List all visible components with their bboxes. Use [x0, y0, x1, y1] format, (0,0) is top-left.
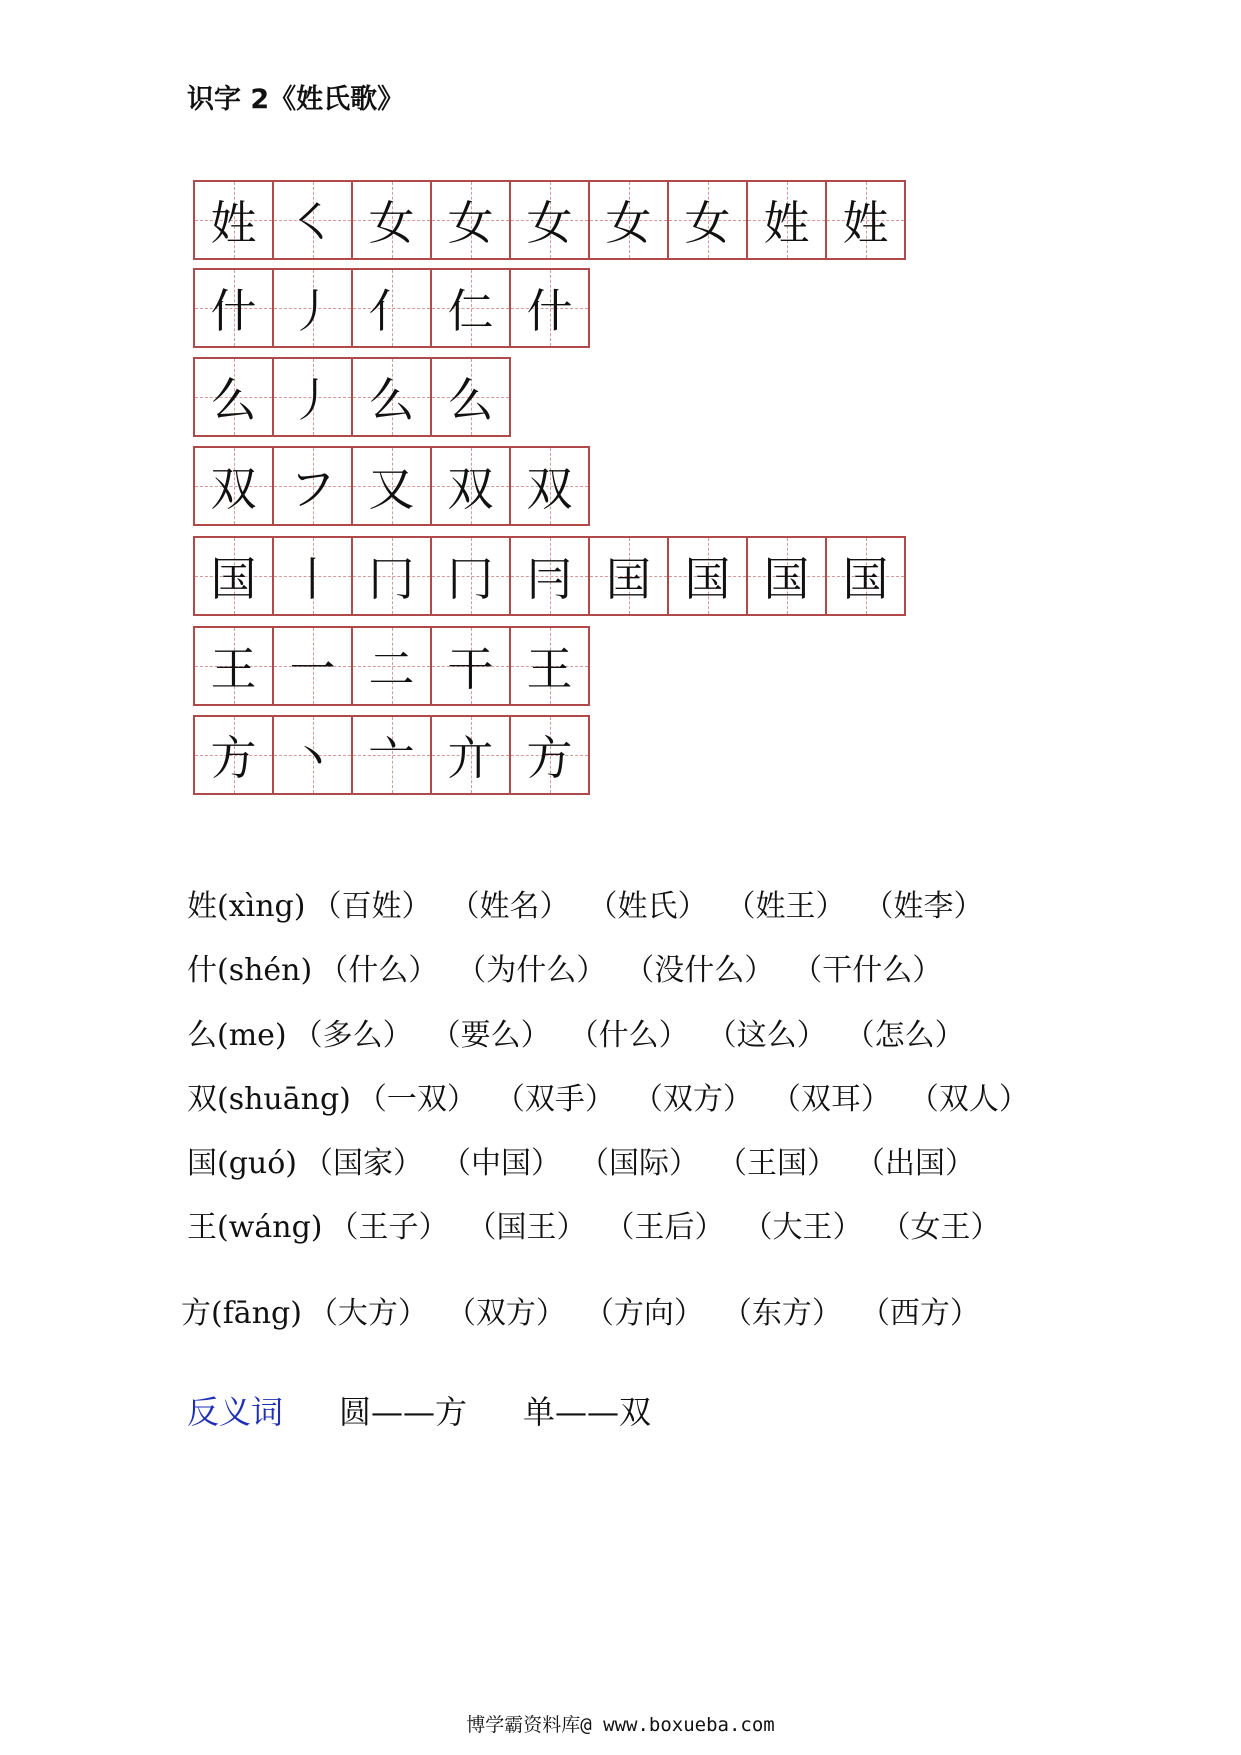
compound-word: （百姓） [311, 889, 432, 924]
compound-word: （什么） [568, 1018, 689, 1053]
stroke-row-7 [193, 715, 590, 795]
compound-word: （女王） [880, 1210, 1001, 1245]
compound-word: （王子） [328, 1210, 449, 1245]
stroke-row-6 [193, 626, 590, 706]
stroke-cell [195, 446, 274, 526]
stroke-glyph: 女 [368, 196, 415, 250]
word-line [187, 1206, 1019, 1250]
pinyin: (shén) [217, 953, 313, 988]
compound-word: （国王） [466, 1210, 587, 1245]
stroke-glyph: 方 [526, 731, 573, 785]
stroke-cell [432, 446, 511, 526]
compound-word: （双人） [908, 1082, 1029, 1117]
compound-word: （没什么） [624, 953, 775, 988]
stroke-cell [669, 180, 748, 260]
stroke-glyph: 女 [684, 196, 731, 250]
stroke-glyph: 二 [368, 642, 415, 696]
stroke-cell [432, 180, 511, 260]
compound-word: （方向） [583, 1296, 704, 1331]
compound-word: （大王） [742, 1210, 863, 1245]
stroke-cell [195, 626, 274, 706]
compound-word: （双手） [494, 1082, 615, 1117]
stroke-cell [353, 268, 432, 348]
word-line [187, 949, 960, 993]
stroke-cell [432, 357, 511, 437]
stroke-glyph: 双 [526, 462, 573, 516]
head-character: 国 [187, 1146, 217, 1181]
stroke-cell [432, 715, 511, 795]
stroke-glyph: 国 [842, 552, 889, 606]
compound-word: （这么） [706, 1018, 827, 1053]
stroke-glyph: 国 [210, 552, 257, 606]
stroke-glyph: 女 [447, 196, 494, 250]
pinyin: (xìng) [217, 889, 306, 924]
stroke-cell [827, 180, 906, 260]
word-line [187, 1014, 983, 1058]
stroke-glyph: 冂 [447, 552, 494, 606]
stroke-row-5 [193, 536, 906, 616]
stroke-glyph: 仁 [447, 284, 494, 338]
stroke-glyph: 亣 [447, 731, 494, 785]
pinyin: (shuāng) [217, 1082, 351, 1117]
stroke-cell [827, 536, 906, 616]
antonym-pair: 单——双 [523, 1393, 652, 1431]
stroke-cell [274, 268, 353, 348]
stroke-glyph: 王 [210, 642, 257, 696]
compound-word: （王国） [717, 1146, 837, 1181]
stroke-glyph: ㇛ [289, 196, 336, 250]
stroke-cell [274, 357, 353, 437]
head-character: 姓 [187, 889, 217, 924]
stroke-glyph: 亠 [368, 731, 415, 785]
pinyin: (fāng) [211, 1296, 302, 1331]
stroke-glyph: 丿 [289, 284, 336, 338]
stroke-glyph: 姓 [210, 196, 257, 250]
stroke-glyph: 么 [368, 373, 415, 427]
compound-word: （姓李） [863, 889, 984, 924]
stroke-cell [511, 715, 590, 795]
head-character: 么 [187, 1018, 217, 1053]
pinyin: (guó) [217, 1146, 297, 1181]
stroke-cell [195, 180, 274, 260]
stroke-cell [353, 357, 432, 437]
stroke-cell [195, 715, 274, 795]
stroke-glyph: 丶 [289, 731, 336, 785]
stroke-glyph: 方 [210, 731, 257, 785]
stroke-glyph: 干 [447, 642, 494, 696]
compound-word: （什么） [318, 953, 439, 988]
stroke-glyph: フ [289, 462, 336, 516]
stroke-cell [353, 180, 432, 260]
stroke-cell [590, 180, 669, 260]
stroke-row-2 [193, 268, 590, 348]
stroke-cell [274, 446, 353, 526]
stroke-glyph: 冂 [368, 552, 415, 606]
compound-word: （中国） [441, 1146, 561, 1181]
compound-word: （双耳） [770, 1082, 891, 1117]
stroke-cell [432, 268, 511, 348]
compound-word: （姓氏） [587, 889, 708, 924]
stroke-cell [353, 446, 432, 526]
page-title: 识字 2《姓氏歌》 [187, 84, 405, 115]
compound-word: （双方） [445, 1296, 566, 1331]
compound-word: （姓王） [725, 889, 846, 924]
stroke-glyph: 王 [526, 642, 573, 696]
word-line [187, 1142, 993, 1186]
word-line [181, 1292, 998, 1336]
stroke-glyph: 姓 [842, 196, 889, 250]
stroke-glyph: 国 [684, 552, 731, 606]
head-character: 方 [181, 1296, 211, 1331]
stroke-cell [511, 626, 590, 706]
stroke-glyph: 国 [763, 552, 810, 606]
compound-word: （为什么） [456, 953, 607, 988]
stroke-glyph: 亻 [368, 284, 415, 338]
stroke-cell [669, 536, 748, 616]
stroke-glyph: 冃 [526, 552, 573, 606]
compound-word: （要么） [430, 1018, 551, 1053]
compound-word: （干什么） [792, 953, 943, 988]
compound-word: （多么） [292, 1018, 413, 1053]
compound-word: （一双） [356, 1082, 477, 1117]
stroke-glyph: 女 [526, 196, 573, 250]
head-character: 王 [187, 1210, 217, 1245]
stroke-glyph: 么 [447, 373, 494, 427]
head-character: 什 [187, 953, 217, 988]
stroke-cell [511, 268, 590, 348]
stroke-cell [432, 536, 511, 616]
compound-word: （王后） [604, 1210, 725, 1245]
stroke-cell [511, 536, 590, 616]
stroke-glyph: 什 [526, 284, 573, 338]
compound-word: （大方） [307, 1296, 428, 1331]
stroke-cell [432, 626, 511, 706]
stroke-cell [195, 268, 274, 348]
stroke-cell [748, 180, 827, 260]
stroke-cell [353, 715, 432, 795]
stroke-cell [353, 536, 432, 616]
stroke-glyph: 丿 [289, 373, 336, 427]
stroke-row-1 [193, 180, 906, 260]
stroke-glyph: 么 [210, 373, 257, 427]
antonym-pair: 圆——方 [339, 1393, 468, 1431]
word-line [187, 885, 1001, 929]
stroke-glyph: 双 [210, 462, 257, 516]
compound-word: （国际） [579, 1146, 699, 1181]
stroke-cell [511, 446, 590, 526]
pinyin: (wáng) [217, 1210, 323, 1245]
stroke-cell [195, 357, 274, 437]
stroke-cell [274, 626, 353, 706]
stroke-cell [590, 536, 669, 616]
stroke-glyph: 丨 [289, 552, 336, 606]
stroke-cell [353, 626, 432, 706]
head-character: 双 [187, 1082, 217, 1117]
compound-word: （国家） [303, 1146, 423, 1181]
pinyin: (me) [217, 1018, 287, 1053]
stroke-cell [274, 536, 353, 616]
stroke-row-4 [193, 446, 590, 526]
compound-word: （西方） [859, 1296, 980, 1331]
compound-word: （怎么） [844, 1018, 965, 1053]
antonym-label: 反义词 [187, 1393, 284, 1431]
antonym-section [187, 1388, 707, 1436]
stroke-glyph: 双 [447, 462, 494, 516]
stroke-glyph: 女 [605, 196, 652, 250]
stroke-glyph: 囯 [605, 552, 652, 606]
stroke-glyph: 姓 [763, 196, 810, 250]
compound-word: （出国） [855, 1146, 975, 1181]
stroke-cell [274, 715, 353, 795]
stroke-glyph: 又 [368, 462, 415, 516]
compound-word: （姓名） [449, 889, 570, 924]
stroke-glyph: 一 [289, 642, 336, 696]
stroke-cell [195, 536, 274, 616]
compound-word: （东方） [721, 1296, 842, 1331]
stroke-cell [274, 180, 353, 260]
stroke-cell [748, 536, 827, 616]
stroke-cell [511, 180, 590, 260]
compound-word: （双方） [632, 1082, 753, 1117]
stroke-glyph: 什 [210, 284, 257, 338]
footer-watermark: 博学霸资料库@ www.boxueba.com [466, 1714, 775, 1736]
stroke-row-3 [193, 357, 511, 437]
word-line [187, 1078, 1047, 1122]
